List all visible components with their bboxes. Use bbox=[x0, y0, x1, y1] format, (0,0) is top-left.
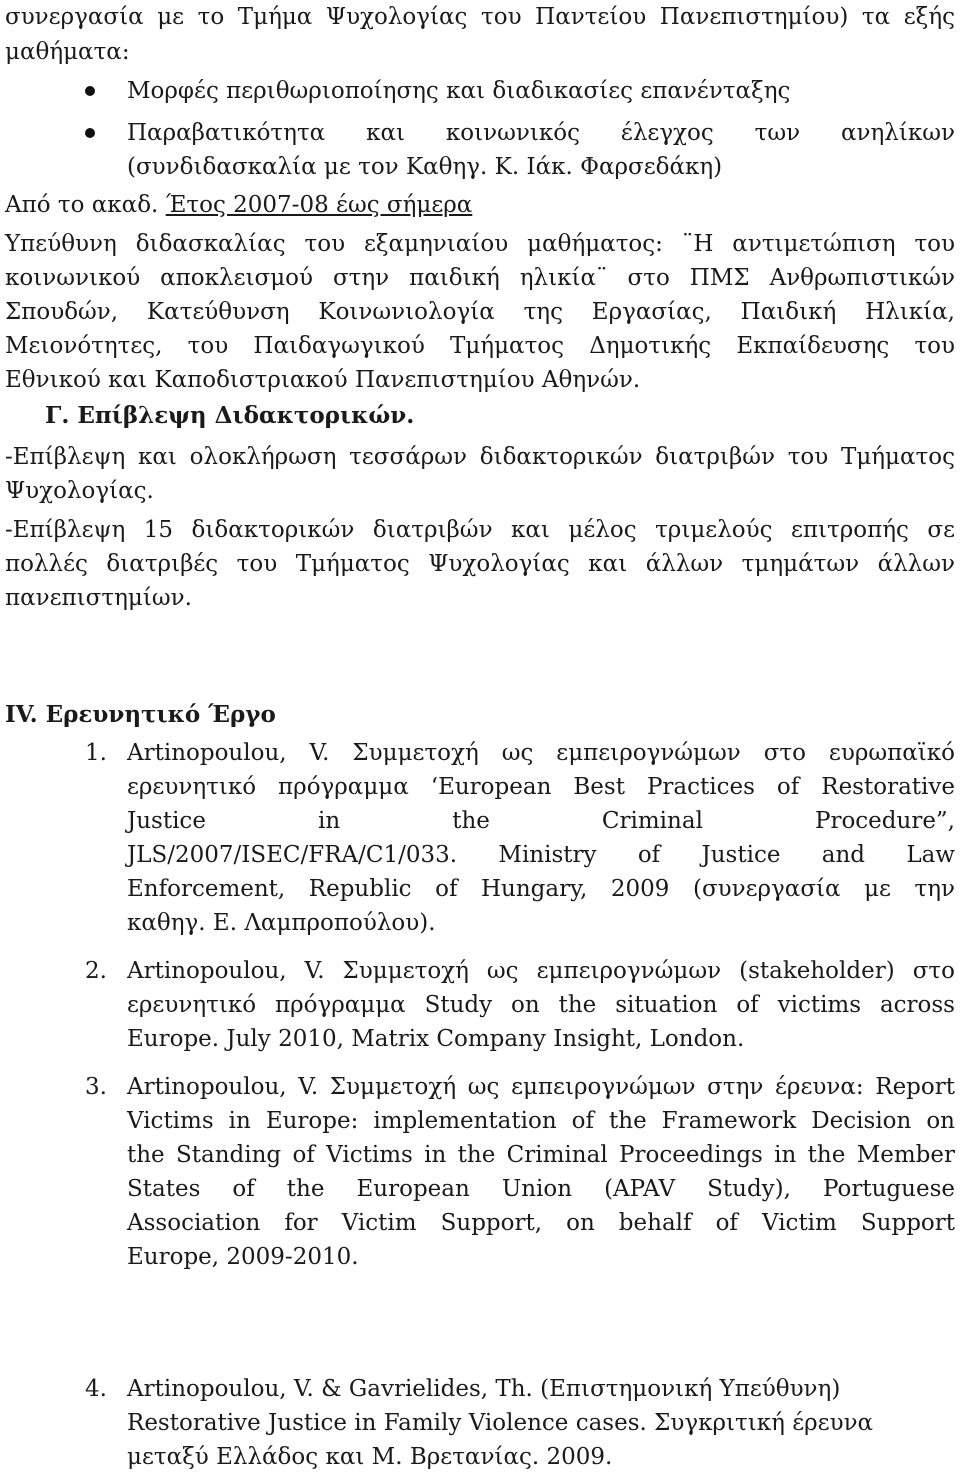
item-1-line-4: JLS/2007/ISEC/FRA/C1/033. Ministry of Justice and Law bbox=[127, 842, 955, 868]
item-4-number: 4. bbox=[85, 1376, 107, 1402]
item-4-line-2: Restorative Justice in Family Violence cases. Συγκριτική έρευνα bbox=[127, 1410, 874, 1436]
teaching-line-4: Μειονότητες, του Παιδαγωγικού Τμήματος Δημοτικής Εκπαίδευσης του bbox=[5, 333, 955, 359]
item-1-number: 1. bbox=[85, 740, 107, 766]
section-g-para2-line-2: πολλές διατριβές του Τμήματος Ψυχολογίας και άλλων τμημάτων άλλων bbox=[5, 551, 955, 577]
item-1-line-2: ερευνητικό πρόγραμμα ‘European Best Practices of Restorative bbox=[127, 774, 955, 800]
teaching-line-2: κοινωνικού αποκλεισμού στην παιδική ηλικία¨ στο ΠΜΣ Ανθρωπιστικών bbox=[5, 265, 955, 291]
teaching-line-3: Σπουδών, Κατεύθυνση Κοινωνιολογία της Εργασίας, Παιδική Ηλικία, bbox=[5, 299, 955, 325]
course-2-line-2: (συνδιδασκαλία με τον Καθηγ. Κ. Ιάκ. Φαρσεδάκη) bbox=[127, 154, 723, 180]
item-2-number: 2. bbox=[85, 958, 107, 984]
item-2-line-2: ερευνητικό πρόγραμμα Study on the situation of victims across bbox=[127, 992, 955, 1018]
since-underlined: Έτος 2007-08 έως σήμερα bbox=[165, 192, 473, 218]
bullet-icon bbox=[85, 128, 95, 138]
item-1-line-6: καθηγ. Ε. Λαμπροπούλου). bbox=[127, 910, 436, 936]
item-3-line-3: the Standing of Victims in the Criminal Proceedings in the Member bbox=[127, 1142, 955, 1168]
item-1-line-1: Artinopoulou, V. Συμμετοχή ως εμπειρογνώμων στο ευρωπαϊκό bbox=[127, 740, 955, 766]
item-3-line-4: States of the European Union (APAV Study), Portuguese bbox=[127, 1176, 955, 1202]
item-3-number: 3. bbox=[85, 1074, 107, 1100]
item-2-line-3: Europe. July 2010, Matrix Company Insight, London. bbox=[127, 1026, 745, 1052]
section-g-para1-line-2: Ψυχολογίας. bbox=[5, 478, 154, 504]
item-3-line-5: Association for Victim Support, on behalf of Victim Support bbox=[127, 1210, 955, 1236]
section-g-title: Γ. Επίβλεψη Διδακτορικών. bbox=[45, 402, 415, 429]
top-para-line-1: συνεργασία με το Τμήμα Ψυχολογίας του Παντείου Πανεπιστημίου) τα εξής bbox=[5, 4, 955, 30]
item-2-line-1: Artinopoulou, V. Συμμετοχή ως εμπειρογνώμων (stakeholder) στο bbox=[127, 958, 955, 984]
since-line bbox=[5, 190, 955, 220]
item-1-line-3: Justice in the Criminal Procedure”, bbox=[127, 808, 955, 834]
item-3-line-6: Europe, 2009-2010. bbox=[127, 1244, 359, 1270]
item-3-line-1: Artinopoulou, V. Συμμετοχή ως εμπειρογνώμων στην έρευνα: Report bbox=[127, 1074, 955, 1100]
item-4-line-1: Artinopoulou, V. & Gavrielides, Th. (Επιστημονική Υπεύθυνη) bbox=[127, 1376, 841, 1402]
course-2-line-1: Παραβατικότητα και κοινωνικός έλεγχος των ανηλίκων bbox=[127, 120, 955, 146]
since-prefix: Από το ακαδ. bbox=[5, 192, 166, 218]
bullet-icon bbox=[85, 86, 95, 96]
course-1: Μορφές περιθωριοποίησης και διαδικασίες επανένταξης bbox=[127, 78, 791, 104]
section-g-para2-line-3: πανεπιστημίων. bbox=[5, 585, 192, 611]
section-g-para1-line-1: -Επίβλεψη και ολοκλήρωση τεσσάρων διδακτορικών διατριβών του Τμήματος bbox=[5, 444, 955, 470]
teaching-line-5: Εθνικού και Καποδιστριακού Πανεπιστημίου Αθηνών. bbox=[5, 367, 641, 393]
item-4-line-3: μεταξύ Ελλάδος και Μ. Βρετανίας. 2009. bbox=[127, 1444, 613, 1470]
top-para-line-2: μαθήματα: bbox=[5, 39, 130, 65]
section-iv-title: IV. Ερευνητικό Έργο bbox=[5, 701, 276, 728]
section-g-para2-line-1: -Επίβλεψη 15 διδακτορικών διατριβών και μέλος τριμελούς επιτροπής σε bbox=[5, 517, 955, 543]
item-3-line-2: Victims in Europe: implementation of the Framework Decision on bbox=[127, 1108, 955, 1134]
item-1-line-5: Enforcement, Republic of Hungary, 2009 (συνεργασία με την bbox=[127, 876, 955, 902]
teaching-line-1: Υπεύθυνη διδασκαλίας του εξαμηνιαίου μαθήματος: ¨Η αντιμετώπιση του bbox=[5, 231, 955, 257]
